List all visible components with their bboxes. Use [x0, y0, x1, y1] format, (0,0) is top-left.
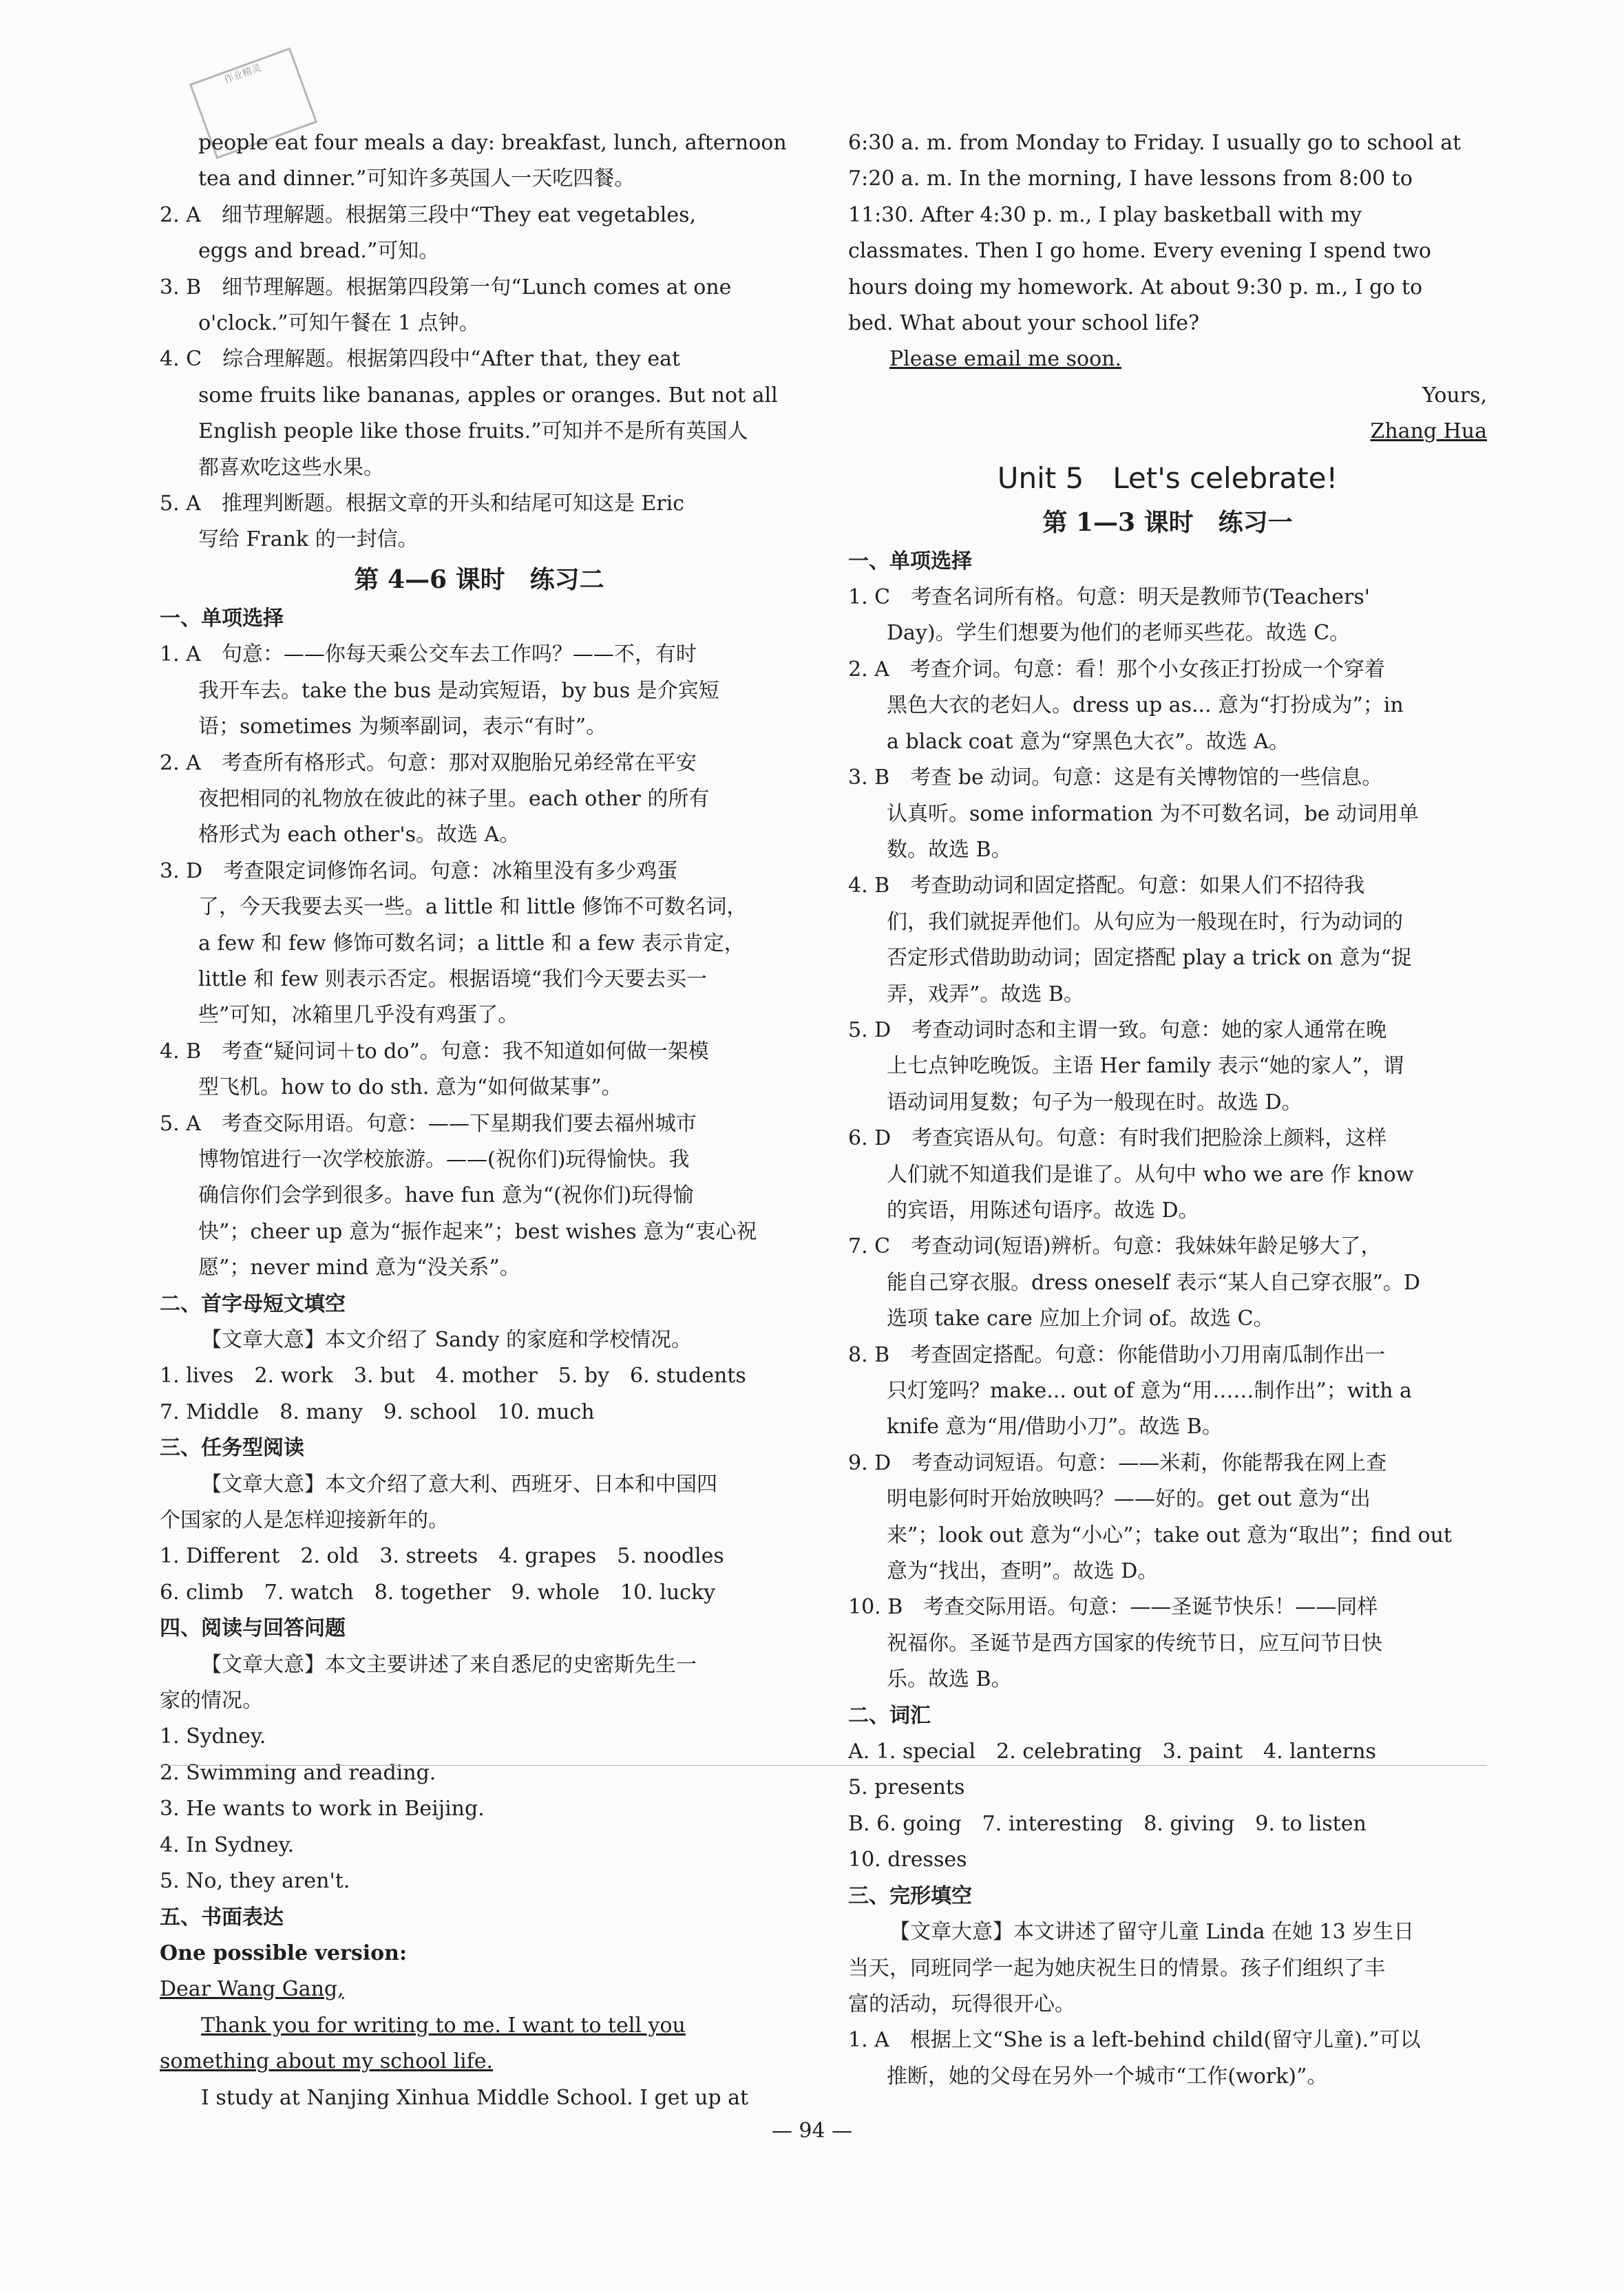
- left-line: 语；sometimes 为频率副词，表示“有时”。: [198, 715, 607, 739]
- left-line: 3. D 考查限定词修饰名词。句意：冰箱里没有多少鸡蛋: [160, 858, 678, 883]
- right-line: 祝福你。圣诞节是西方国家的传统节日，应互问节日快: [887, 1631, 1382, 1656]
- left-line: 3. B 细节理解题。根据第四段第一句“Lunch comes at one: [160, 275, 732, 299]
- left-line: 五、书面表达: [160, 1905, 284, 1930]
- right-line: 1. A 根据上文“She is a left-behind child(留守儿童).”可以: [848, 2028, 1421, 2053]
- right-line: classmates. Then I go home. Every evening I spend two: [848, 239, 1431, 264]
- left-line: 5. A 推理判断题。根据文章的开头和结尾可知这是 Eric: [160, 492, 684, 516]
- page-number: — 94 —: [771, 2119, 853, 2143]
- right-line: hours doing my homework. At about 9:30 p. m., I go to: [848, 275, 1423, 299]
- left-line: a few 和 few 修饰可数名词；a little 和 a few 表示肯定，: [198, 931, 745, 955]
- left-line: 4. C 综合理解题。根据第四段中“After that, they eat: [160, 347, 681, 372]
- right-line: 第 1—3 课时 练习一: [1042, 507, 1293, 537]
- right-line: 7. C 考查动词(短语)辨析。句意：我妹妹年龄足够大了，: [848, 1234, 1382, 1259]
- left-line: 1. Different 2. old 3. streets 4. grapes 5. noodles: [160, 1544, 724, 1569]
- right-line: 三、完形填空: [848, 1883, 972, 1908]
- right-line: 6. D 考查宾语从句。句意：有时我们把脸涂上颜料，这样: [848, 1126, 1387, 1151]
- left-line: 1. Sydney.: [160, 1724, 266, 1749]
- right-line: 乐。故选 B。: [887, 1667, 1012, 1692]
- left-line: 我开车去。take the bus 是动宾短语，by bus 是介宾短: [198, 678, 719, 703]
- right-line: 一、单项选择: [848, 549, 972, 573]
- left-line: I study at Nanjing Xinhua Middle School. I get up at: [201, 2085, 749, 2110]
- right-line: 10. dresses: [848, 1848, 967, 1872]
- left-line: 一、单项选择: [160, 606, 284, 631]
- left-line: 【文章大意】本文介绍了 Sandy 的家庭和学校情况。: [201, 1328, 692, 1352]
- left-line: 写给 Frank 的一封信。: [198, 527, 419, 552]
- left-line: 4. In Sydney.: [160, 1832, 295, 1857]
- left-line: 5. No, they aren't.: [160, 1869, 350, 1894]
- right-line: Please email me soon.: [889, 347, 1122, 372]
- left-line: Dear Wang Gang,: [160, 1977, 344, 2002]
- left-line: 四、阅读与回答问题: [160, 1616, 346, 1641]
- left-line: 第 4—6 课时 练习二: [354, 564, 604, 594]
- right-line: 当天，同班同学一起为她庆祝生日的情景。孩子们组织了丰: [848, 1956, 1385, 1980]
- right-line: bed. What about your school life?: [848, 311, 1200, 336]
- left-line: 快”；cheer up 意为“振作起来”；best wishes 意为“衷心祝: [198, 1219, 757, 1244]
- right-line: 推断，她的父母在另外一个城市“工作(work)”。: [887, 2064, 1328, 2089]
- left-column: [160, 125, 799, 2116]
- left-line: 都喜欢吃这些水果。: [198, 455, 384, 480]
- right-line: 2. A 考查介词。句意：看！那个小女孩正打扮成一个穿着: [848, 657, 1385, 681]
- right-line: 们，我们就捉弄他们。从句应为一般现在时，行为动词的: [887, 909, 1403, 934]
- left-line: 家的情况。: [160, 1689, 263, 1713]
- watermark-stamp: 作业精灵: [189, 47, 317, 159]
- right-line: 意为“找出，查明”。故选 D。: [887, 1559, 1159, 1584]
- left-line: 【文章大意】本文介绍了意大利、西班牙、日本和中国四: [201, 1472, 717, 1497]
- right-column: [848, 125, 1487, 2095]
- right-line: Yours,: [1422, 383, 1487, 408]
- left-line: 1. A 句意：——你每天乘公交车去工作吗？——不，有时: [160, 642, 697, 667]
- right-line: 能自己穿衣服。dress oneself 表示“某人自己穿衣服”。D: [887, 1270, 1420, 1295]
- left-line: 【文章大意】本文主要讲述了来自悉尼的史密斯先生一: [201, 1652, 697, 1677]
- left-line: 夜把相同的礼物放在彼此的袜子里。each other 的所有: [198, 786, 710, 811]
- left-line: 确信你们会学到很多。have fun 意为“(祝你们)玩得愉: [198, 1183, 694, 1208]
- right-line: 否定形式借助助动词；固定搭配 play a trick on 意为“捉: [887, 946, 1412, 971]
- right-line: 二、词汇: [848, 1703, 931, 1728]
- right-line: B. 6. going 7. interesting 8. giving 9. to listen: [848, 1811, 1367, 1836]
- left-line: 1. lives 2. work 3. but 4. mother 5. by 6. students: [160, 1364, 746, 1388]
- right-line: 认真听。some information 为不可数名词，be 动词用单: [887, 801, 1420, 826]
- left-line: 5. A 考查交际用语。句意：——下星期我们要去福州城市: [160, 1111, 697, 1136]
- right-line: 黑色大衣的老妇人。dress up as... 意为“打扮成为”；in: [887, 693, 1404, 718]
- right-line: 9. D 考查动词短语。句意：——米莉，你能帮我在网上查: [848, 1450, 1387, 1475]
- right-line: 数。故选 B。: [887, 837, 1012, 862]
- left-line: English people like those fruits.”可知并不是所有英国人: [198, 419, 748, 444]
- left-line: Thank you for writing to me. I want to tell you: [201, 2013, 686, 2038]
- right-line: 6:30 a. m. from Monday to Friday. I usually go to school at: [848, 131, 1462, 155]
- right-line: 人们就不知道我们是谁了。从句中 who we are 作 know: [887, 1162, 1414, 1187]
- left-line: 二、首字母短文填空: [160, 1291, 346, 1316]
- left-line: 了，今天我要去买一些。a little 和 little 修饰不可数名词，: [198, 895, 748, 920]
- right-line: 明电影何时开始放映吗？——好的。get out 意为“出: [887, 1487, 1371, 1512]
- left-line: 3. He wants to work in Beijing.: [160, 1797, 485, 1821]
- right-line: knife 意为“用/借助小刀”。故选 B。: [887, 1415, 1223, 1439]
- right-line: 的宾语，用陈述句语序。故选 D。: [887, 1198, 1199, 1223]
- fold-line: [160, 1765, 1487, 1766]
- left-line: some fruits like bananas, apples or oranges. But not all: [198, 383, 778, 408]
- right-line: 10. B 考查交际用语。句意：——圣诞节快乐！——同样: [848, 1595, 1378, 1620]
- right-line: 8. B 考查固定搭配。句意：你能借助小刀用南瓜制作出一: [848, 1342, 1386, 1367]
- right-line: Unit 5 Let's celebrate!: [997, 461, 1338, 495]
- right-line: 5. presents: [848, 1775, 965, 1800]
- right-line: 3. B 考查 be 动词。句意：这是有关博物馆的一些信息。: [848, 765, 1383, 790]
- right-line: 4. B 考查助动词和固定搭配。句意：如果人们不招待我: [848, 874, 1365, 898]
- left-line: 7. Middle 8. many 9. school 10. much: [160, 1399, 595, 1424]
- right-line: a black coat 意为“穿黑色大衣”。故选 A。: [887, 729, 1289, 754]
- left-line: 愿”；never mind 意为“没关系”。: [198, 1256, 520, 1280]
- left-line: people eat four meals a day: breakfast, lunch, afternoon: [198, 131, 787, 155]
- left-line: 博物馆进行一次学校旅游。——(祝你们)玩得愉快。我: [198, 1147, 690, 1172]
- left-line: 4. B 考查“疑问词＋to do”。句意：我不知道如何做一架模: [160, 1039, 709, 1064]
- left-line: 个国家的人是怎样迎接新年的。: [160, 1508, 449, 1533]
- right-line: 11:30. After 4:30 p. m., I play basketball with my: [848, 202, 1362, 227]
- right-line: 只灯笼吗？make... out of 意为“用……制作出”；with a: [887, 1379, 1412, 1403]
- right-line: 5. D 考查动词时态和主谓一致。句意：她的家人通常在晚: [848, 1017, 1387, 1042]
- left-line: 些”可知，冰箱里几乎没有鸡蛋了。: [198, 1003, 519, 1028]
- right-line: 1. C 考查名词所有格。句意：明天是教师节(Teachers': [848, 585, 1370, 610]
- left-line: 型飞机。how to do sth. 意为“如何做某事”。: [198, 1075, 622, 1100]
- left-line: eggs and bread.”可知。: [198, 239, 440, 264]
- right-line: Zhang Hua: [1370, 419, 1487, 444]
- left-line: o'clock.”可知午餐在 1 点钟。: [198, 311, 480, 336]
- right-line: 【文章大意】本文讲述了留守儿童 Linda 在她 13 岁生日: [889, 1920, 1415, 1945]
- left-line: something about my school life.: [160, 2049, 494, 2074]
- left-line: 三、任务型阅读: [160, 1436, 304, 1461]
- left-line: 6. climb 7. watch 8. together 9. whole 10. lucky: [160, 1580, 716, 1605]
- left-line: little 和 few 则表示否定。根据语境“我们今天要去买一: [198, 966, 708, 991]
- right-line: 语动词用复数；句子为一般现在时。故选 D。: [887, 1090, 1303, 1114]
- left-line: tea and dinner.”可知许多英国人一天吃四餐。: [198, 167, 635, 191]
- left-line: One possible version:: [160, 1941, 408, 1965]
- right-line: 来”；look out 意为“小心”；take out 意为“取出”；find out: [887, 1523, 1452, 1547]
- right-line: A. 1. special 2. celebrating 3. paint 4. lanterns: [848, 1740, 1376, 1764]
- left-line: 2. A 细节理解题。根据第三段中“They eat vegetables,: [160, 202, 697, 227]
- left-line: 格形式为 each other's。故选 A。: [198, 823, 520, 847]
- left-line: 2. Swimming and reading.: [160, 1760, 436, 1785]
- right-line: 富的活动，玩得很开心。: [848, 1991, 1075, 2016]
- right-line: Day)。学生们想要为他们的老师买些花。故选 C。: [887, 621, 1351, 646]
- right-line: 弄，戏弄”。故选 B。: [887, 982, 1084, 1006]
- right-line: 7:20 a. m. In the morning, I have lessons from 8:00 to: [848, 167, 1413, 191]
- right-line: 选项 take care 应加上介词 of。故选 C。: [887, 1307, 1274, 1331]
- right-line: 上七点钟吃晚饭。主语 Her family 表示“她的家人”，谓: [887, 1054, 1404, 1079]
- left-line: 2. A 考查所有格形式。句意：那对双胞胎兄弟经常在平安: [160, 750, 697, 775]
